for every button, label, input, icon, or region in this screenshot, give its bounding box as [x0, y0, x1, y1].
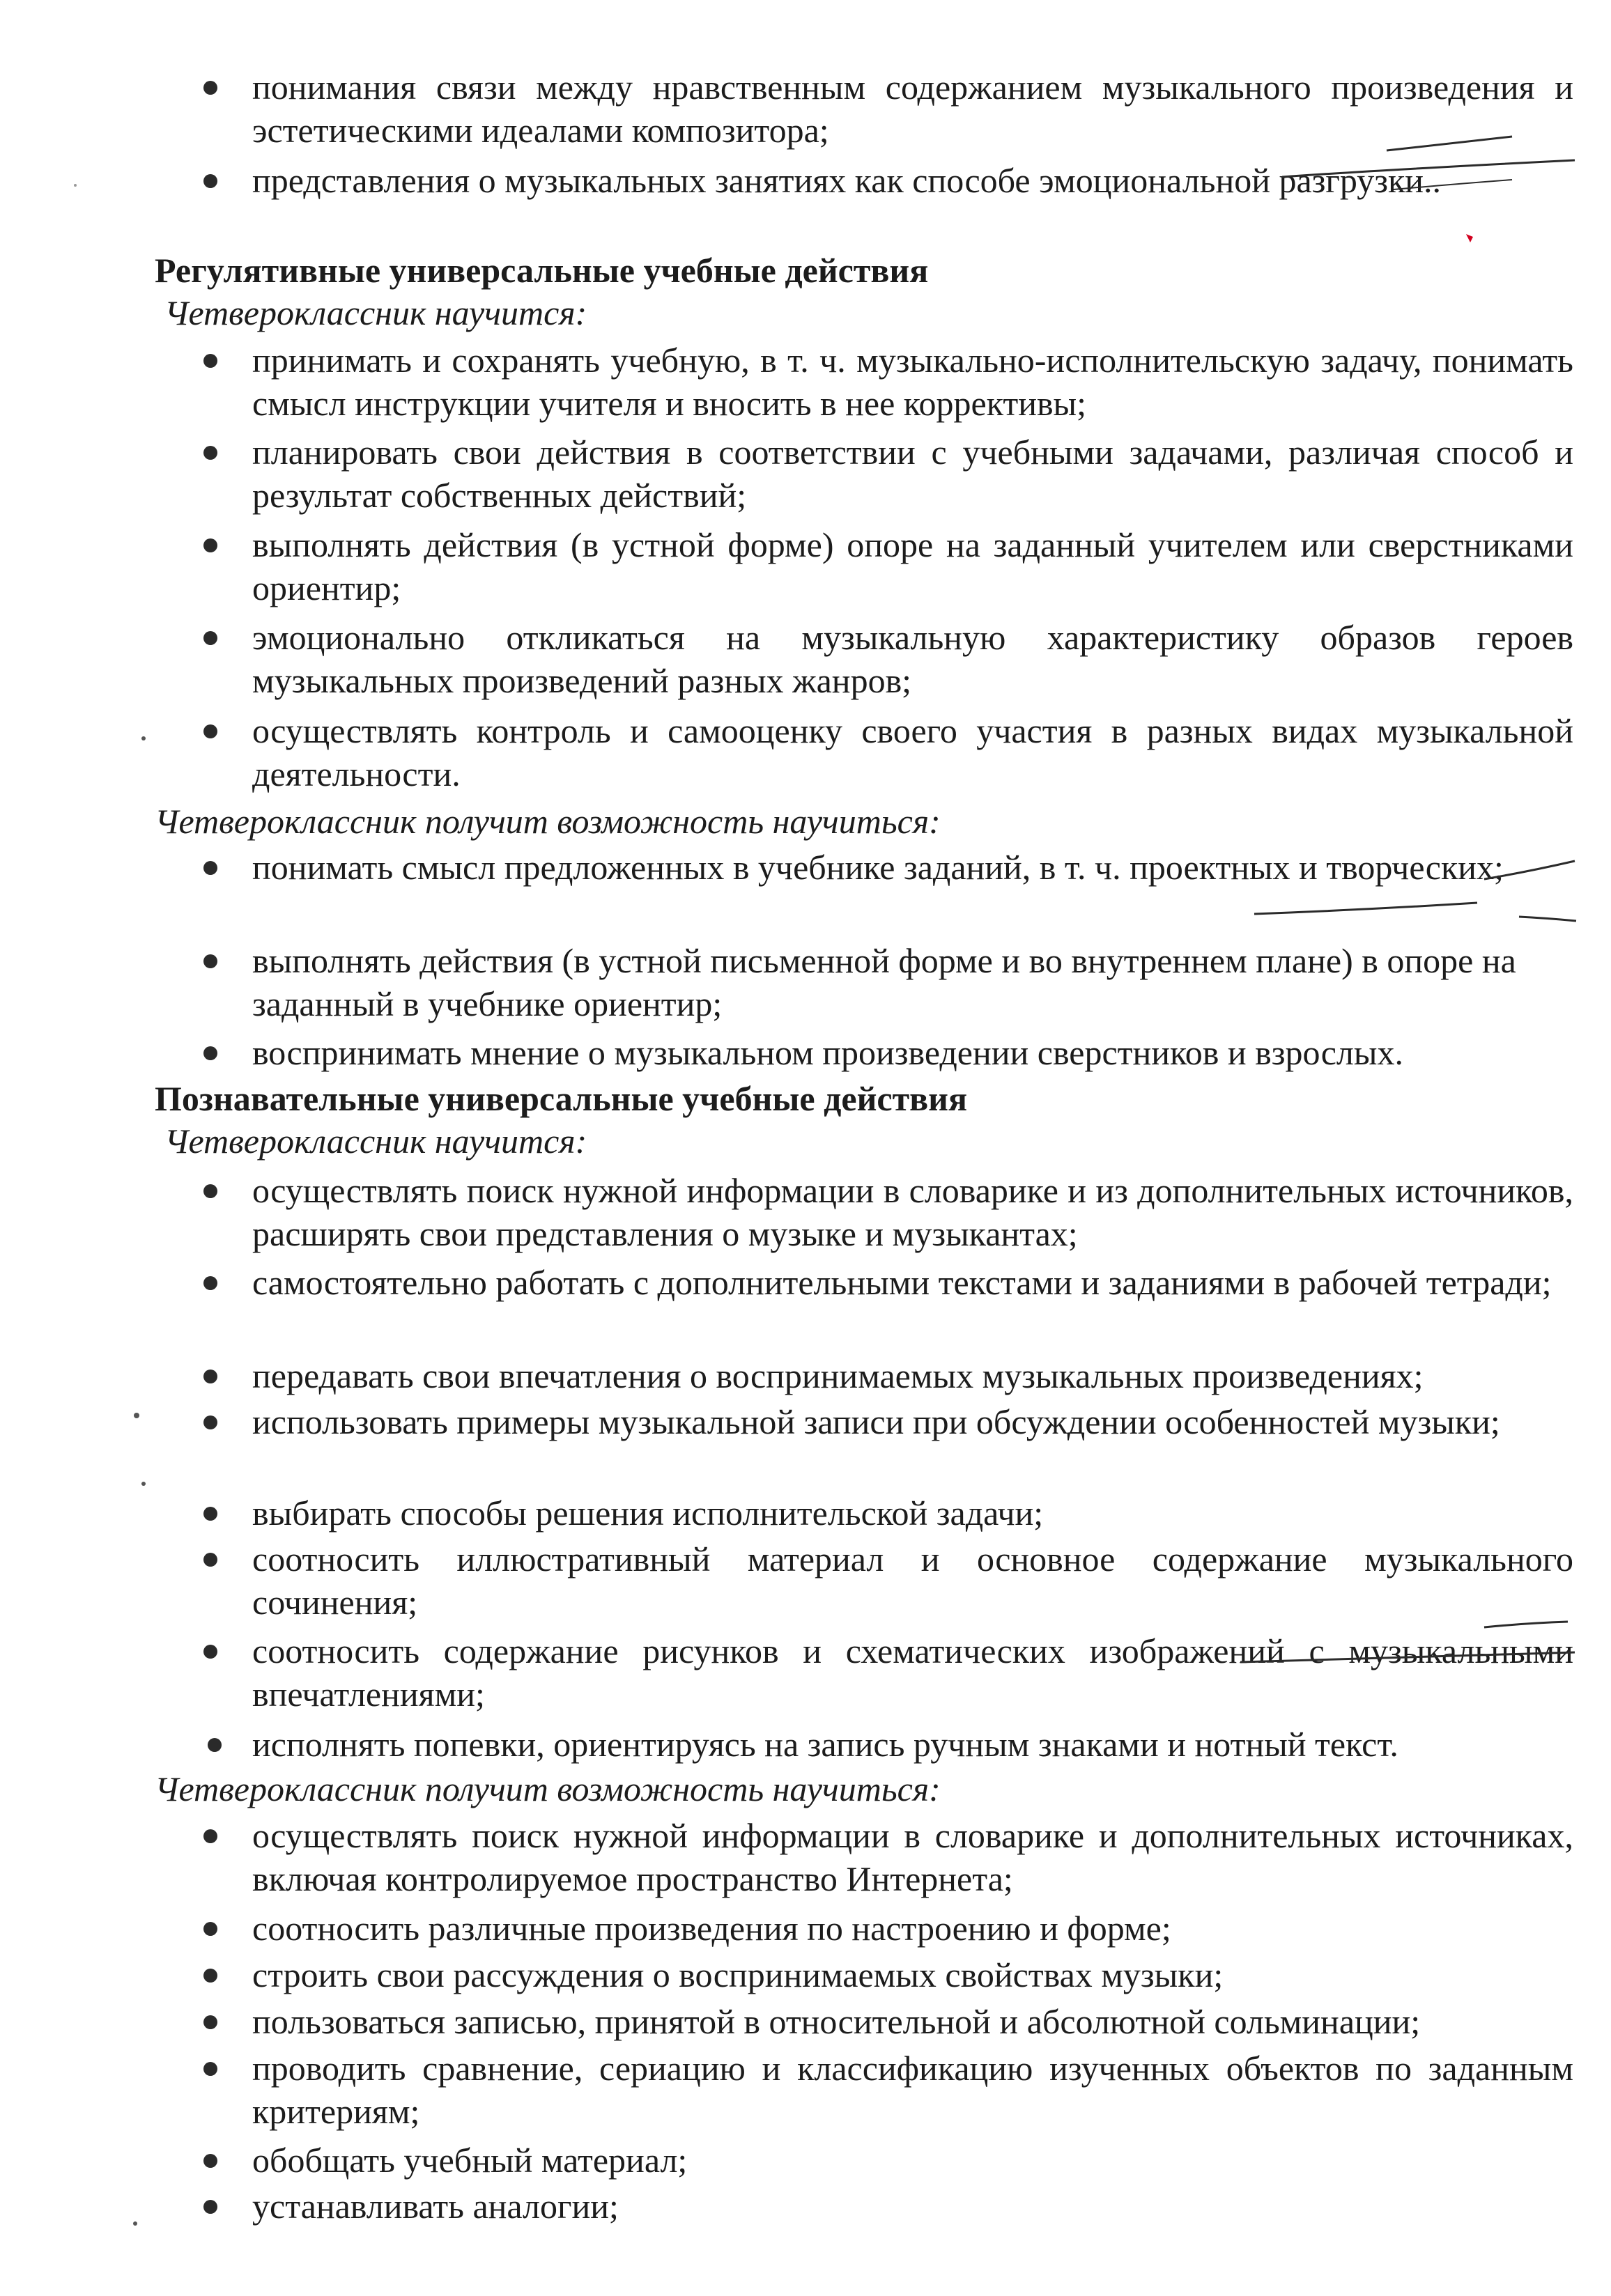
list-item: исполнять попевки, ориентируясь на запись ручным знаками и нотный текст.: [252, 1725, 1398, 1764]
bullet-icon: [203, 174, 217, 188]
list-item: самостоятельно работать с дополнительными текстами и заданиями в рабочей тетради;: [252, 1263, 1552, 1302]
bullet-icon: [208, 1738, 222, 1752]
bullet-icon: [203, 1046, 217, 1060]
speck-mark: [74, 184, 77, 187]
list-item: выполнять действия (в устной форме) опоре на заданный учителем или сверстниками ориентир;: [252, 525, 1573, 607]
pen-stroke-mark: [1519, 917, 1576, 921]
list-item: передавать свои впечатления о воспринимаемых музыкальных произведениях;: [252, 1356, 1424, 1395]
section-subheading: Четвероклассник получит возможность научиться:: [155, 1769, 941, 1808]
list-item: понимания связи между нравственным содержанием музыкального произведения и эстетическими идеалами композитора;: [252, 68, 1573, 150]
bullet-icon: [203, 2200, 217, 2214]
list-item: соотносить содержание рисунков и схематических изображений с музыкальными впечатлениями;: [252, 1631, 1573, 1714]
bullet-icon: [203, 1922, 217, 1936]
bullet-icon: [203, 354, 217, 368]
bullet-icon: [203, 1415, 217, 1429]
red-mark: [1466, 234, 1473, 242]
bullet-icon: [203, 81, 217, 95]
bullet-icon: [203, 1507, 217, 1521]
bullet-icon: [203, 724, 217, 738]
list-item: планировать свои действия в соответствии с учебными задачами, различая способ и результат собственных действий;: [252, 433, 1573, 515]
list-item: осуществлять поиск нужной информации в словарике и из дополнительных источников, расширять свои представления о музыке и музыкантах;: [252, 1171, 1573, 1253]
pen-stroke-mark: [1254, 903, 1477, 914]
speck-mark: [141, 736, 146, 740]
section-subheading: Четвероклассник получит возможность научиться:: [155, 802, 941, 841]
bullet-icon: [203, 954, 217, 968]
bullet-icon: [203, 1553, 217, 1567]
list-item: эмоционально откликаться на музыкальную характеристику образов героев музыкальных произведений разных жанров;: [252, 618, 1573, 700]
list-item: осуществлять контроль и самооценку своего участия в разных видах музыкальной деятельности.: [252, 711, 1573, 793]
bullet-icon: [203, 2062, 217, 2076]
speck-mark: [133, 2221, 137, 2226]
list-item: пользоваться записью, принятой в относительной и абсолютной сольминации;: [252, 2002, 1421, 2041]
bullet-icon: [203, 2154, 217, 2168]
section-subheading: Четвероклассник научится:: [164, 293, 587, 332]
section-subheading: Четвероклассник научится:: [164, 1122, 587, 1161]
list-item: обобщать учебный материал;: [252, 2141, 688, 2180]
bullet-icon: [203, 1370, 217, 1383]
bullet-icon: [203, 1276, 217, 1290]
list-item: воспринимать мнение о музыкальном произведении сверстников и взрослых.: [252, 1033, 1403, 1072]
section-heading: Познавательные универсальные учебные действия: [155, 1079, 968, 1118]
bullet-icon: [203, 1184, 217, 1198]
list-item: соотносить иллюстративный материал и основное содержание музыкального сочинения;: [252, 1539, 1573, 1622]
list-item: осуществлять поиск нужной информации в словарике и дополнительных источниках, включая контролируемое пространство Интернета;: [252, 1816, 1573, 1898]
list-item: выбирать способы решения исполнительской задачи;: [252, 1494, 1044, 1533]
list-item: выполнять действия (в устной письменной форме и во внутреннем плане) в опоре на заданный в учебнике ориентир;: [252, 941, 1516, 1023]
list-item: принимать и сохранять учебную, в т. ч. музыкально-исполнительскую задачу, понимать смысл инструкции учителя и вносить в нее коррективы;: [252, 341, 1573, 423]
bullet-icon: [203, 1829, 217, 1843]
list-item: устанавливать аналогии;: [252, 2187, 619, 2226]
bullet-icon: [203, 538, 217, 552]
bullet-icon: [203, 1969, 217, 1983]
speck-mark: [134, 1413, 139, 1418]
bullet-icon: [203, 631, 217, 645]
list-item: использовать примеры музыкальной записи при обсуждении особенностей музыки;: [252, 1402, 1500, 1441]
section-heading: Регулятивные универсальные учебные действия: [155, 251, 929, 290]
speck-mark: [141, 1482, 146, 1486]
list-item: проводить сравнение, сериацию и классификацию изученных объектов по заданным критериям;: [252, 2049, 1573, 2131]
list-item: соотносить различные произведения по настроению и форме;: [252, 1909, 1171, 1948]
bullet-icon: [203, 1645, 217, 1659]
bullet-icon: [203, 861, 217, 875]
list-item: понимать смысл предложенных в учебнике заданий, в т. ч. проектных и творческих;: [252, 848, 1504, 887]
bullet-icon: [203, 446, 217, 460]
list-item: строить свои рассуждения о воспринимаемых свойствах музыки;: [252, 1955, 1224, 1994]
list-item: представления о музыкальных занятиях как способе эмоциональной разгрузки..: [252, 161, 1442, 200]
bullet-icon: [203, 2015, 217, 2029]
